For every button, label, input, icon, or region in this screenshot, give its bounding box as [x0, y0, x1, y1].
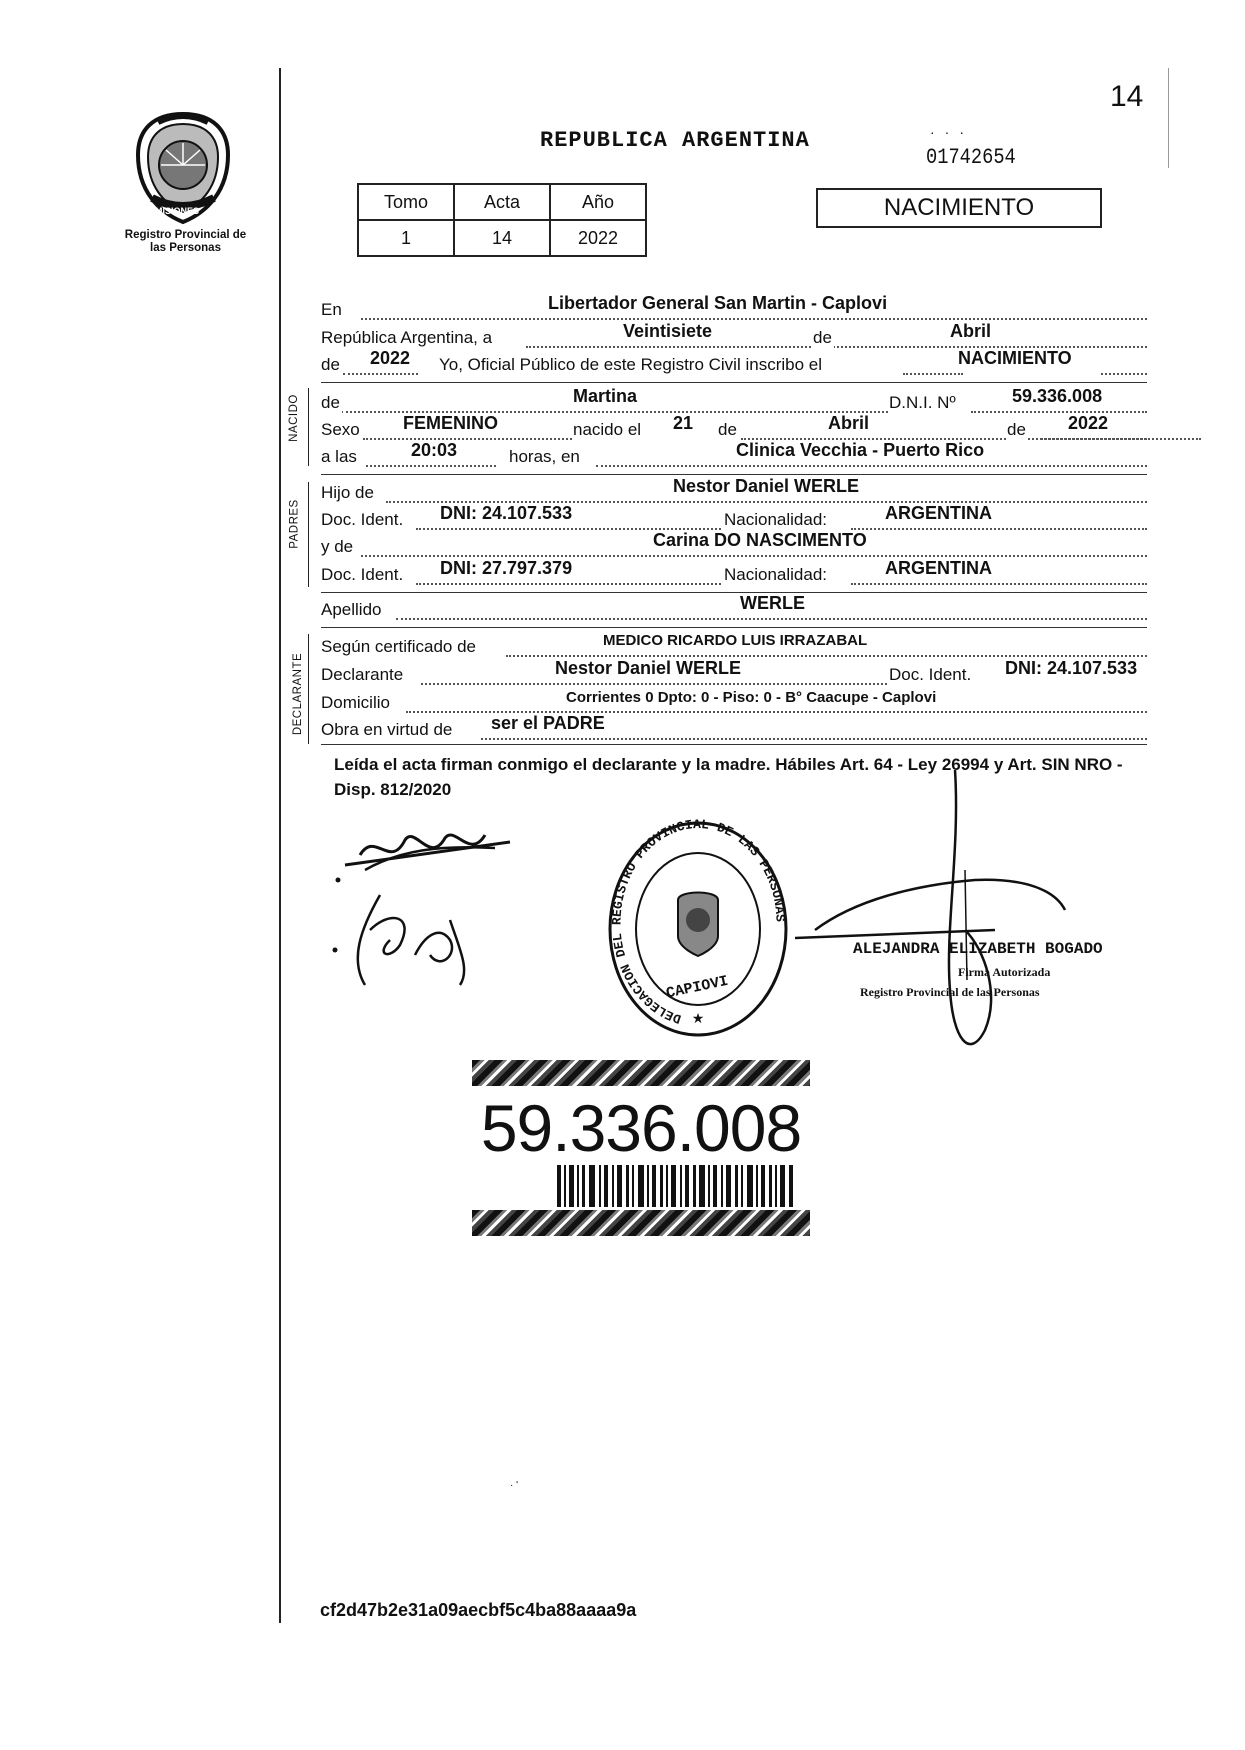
section-label-declarante: DECLARANTE [292, 652, 305, 736]
official-stamp [606, 818, 791, 1040]
label-de-month: de [718, 420, 737, 439]
value-mother-doc: DNI: 27.797.379 [440, 558, 573, 578]
row-certificado [321, 633, 1147, 659]
value-tomo: 1 [358, 220, 454, 256]
label-domicilio: Domicilio [321, 693, 390, 712]
label-horas: horas, en [509, 447, 580, 466]
value-father-nat: ARGENTINA [885, 503, 992, 523]
official-role: Firma Autorizada [958, 965, 1051, 979]
label-mother-nat: Nacionalidad: [724, 565, 828, 584]
value-declarante-doc: DNI: 24.107.533 [1005, 658, 1138, 678]
label-de-year: de [1007, 420, 1026, 439]
page-number: 14 [1110, 80, 1144, 113]
value-acta: 14 [454, 220, 550, 256]
divider-apellido [321, 592, 1147, 593]
value-year: 2022 [370, 348, 411, 368]
label-declarante: Declarante [321, 665, 404, 684]
value-mother-nat: ARGENTINA [885, 558, 992, 578]
row-en [321, 293, 1147, 322]
row-time [321, 440, 1147, 469]
row-year [321, 348, 1147, 377]
padres-bracket [308, 482, 309, 587]
divider-declarante [321, 627, 1147, 628]
value-birth-year: 2022 [1068, 413, 1109, 433]
value-time: 20:03 [411, 440, 458, 460]
label-father-doc: Doc. Ident. [321, 510, 404, 529]
stray-mark: · ' [510, 1480, 519, 1491]
registry-caption: Registro Provincial de las Personas [124, 229, 247, 254]
official-registry: Registro Provincial de las Personas [860, 985, 1040, 999]
value-apellido: WERLE [740, 593, 805, 613]
label-sexo: Sexo [321, 420, 360, 439]
label-father-nat: Nacionalidad: [724, 510, 828, 529]
declarant-signature [320, 820, 520, 1000]
serial-marks: ··· [930, 124, 974, 140]
value-day: Veintisiete [623, 321, 713, 341]
document-title: REPUBLICA ARGENTINA [540, 128, 810, 153]
value-dni: 59.336.008 [1012, 386, 1103, 406]
label-republica: República Argentina, a [321, 328, 493, 347]
label-apellido: Apellido [321, 600, 382, 619]
margin-line [279, 68, 281, 1623]
value-sexo: FEMENINO [403, 413, 499, 433]
label-en: En [321, 300, 342, 319]
header-tomo: Tomo [358, 184, 454, 220]
stamp-ring-text: DELEGACION DEL REGISTRO PROVINCIAL DE LAS PERSONAS [609, 818, 788, 1027]
divider-padres [321, 474, 1147, 475]
value-month: Abril [950, 321, 992, 341]
official-signature [795, 770, 1075, 1070]
header-ano: Año [550, 184, 646, 220]
label-dni: D.N.I. Nº [889, 393, 956, 412]
security-band-bottom [472, 1210, 810, 1236]
value-obra: ser el PADRE [491, 713, 605, 733]
section-label-nacido: NACIDO [287, 394, 300, 442]
value-ano: 2022 [550, 220, 646, 256]
row-mother [321, 530, 1147, 559]
value-mother: Carina DO NASCIMENTO [653, 530, 867, 550]
header-acta: Acta [454, 184, 550, 220]
label-declarante-doc: Doc. Ident. [889, 665, 972, 684]
row-father-doc [321, 503, 1147, 532]
row-name [321, 386, 1147, 415]
value-birth-place: Clinica Vecchia - Puerto Rico [736, 440, 985, 460]
stamp-star-icon: ★ [691, 1010, 705, 1026]
official-name: ALEJANDRA ELIZABETH BOGADO [853, 940, 1103, 958]
section-label-padres: PADRES [288, 499, 301, 549]
label-de-name: de [321, 393, 340, 412]
record-table [357, 183, 647, 257]
security-band-top [472, 1060, 810, 1086]
value-domicilio: Corrientes 0 Dpto: 0 - Piso: 0 - B° Caacupe - Caplovi [566, 689, 937, 706]
declarante-bracket [308, 634, 309, 744]
value-certificado: MEDICO RICARDO LUIS IRRAZABAL [603, 632, 868, 649]
row-domicilio [321, 689, 1147, 715]
row-declarante [321, 658, 1147, 687]
label-mother-doc: Doc. Ident. [321, 565, 404, 584]
barcode [557, 1165, 797, 1207]
row-father [321, 476, 1147, 505]
label-certificado: Según certificado de [321, 637, 476, 656]
act-type-box: NACIMIENTO [816, 188, 1102, 228]
value-name: Martina [573, 386, 638, 406]
value-father-doc: DNI: 24.107.533 [440, 503, 573, 523]
value-birth-month: Abril [828, 413, 870, 433]
value-declarante: Nestor Daniel WERLE [555, 658, 742, 678]
value-en: Libertador General San Martin - Caplovi [548, 293, 888, 313]
label-nacido-el: nacido el [573, 420, 642, 439]
divider-end [321, 744, 1147, 745]
nacido-bracket [308, 388, 309, 466]
divider-nacido [321, 382, 1147, 383]
label-hijo-de: Hijo de [321, 483, 374, 502]
value-act: NACIMIENTO [958, 348, 1072, 368]
id-number: 59.336.008 [480, 1091, 802, 1165]
seal-bottom-text: MISIONES [155, 206, 200, 216]
right-edge-line [1168, 68, 1169, 168]
label-y-de: y de [321, 537, 354, 556]
serial-number: 01742654 [926, 145, 1016, 170]
row-republica [321, 321, 1147, 350]
label-a-las: a las [321, 447, 357, 466]
value-birth-day: 21 [673, 413, 694, 433]
row-mother-doc [321, 558, 1147, 587]
value-father: Nestor Daniel WERLE [673, 476, 860, 496]
label-de: de [813, 328, 832, 347]
label-obra: Obra en virtud de [321, 720, 453, 739]
row-obra [321, 713, 1147, 742]
registrar-text: Yo, Oficial Público de este Registro Civil inscribo el [439, 355, 822, 374]
row-apellido [321, 593, 1147, 622]
legal-text: Leída el acta firman conmigo el declarante y la madre. Hábiles Art. 64 - Ley 26994 y Art. SIN NRO - Disp. 812/2020 [334, 755, 1123, 799]
document-hash: cf2d47b2e31a09aecbf5c4ba88aaaa9a [320, 1600, 637, 1620]
label-de2: de [321, 355, 340, 374]
stamp-city: CAPIOVI [664, 972, 730, 1003]
row-sexo [321, 413, 1147, 442]
